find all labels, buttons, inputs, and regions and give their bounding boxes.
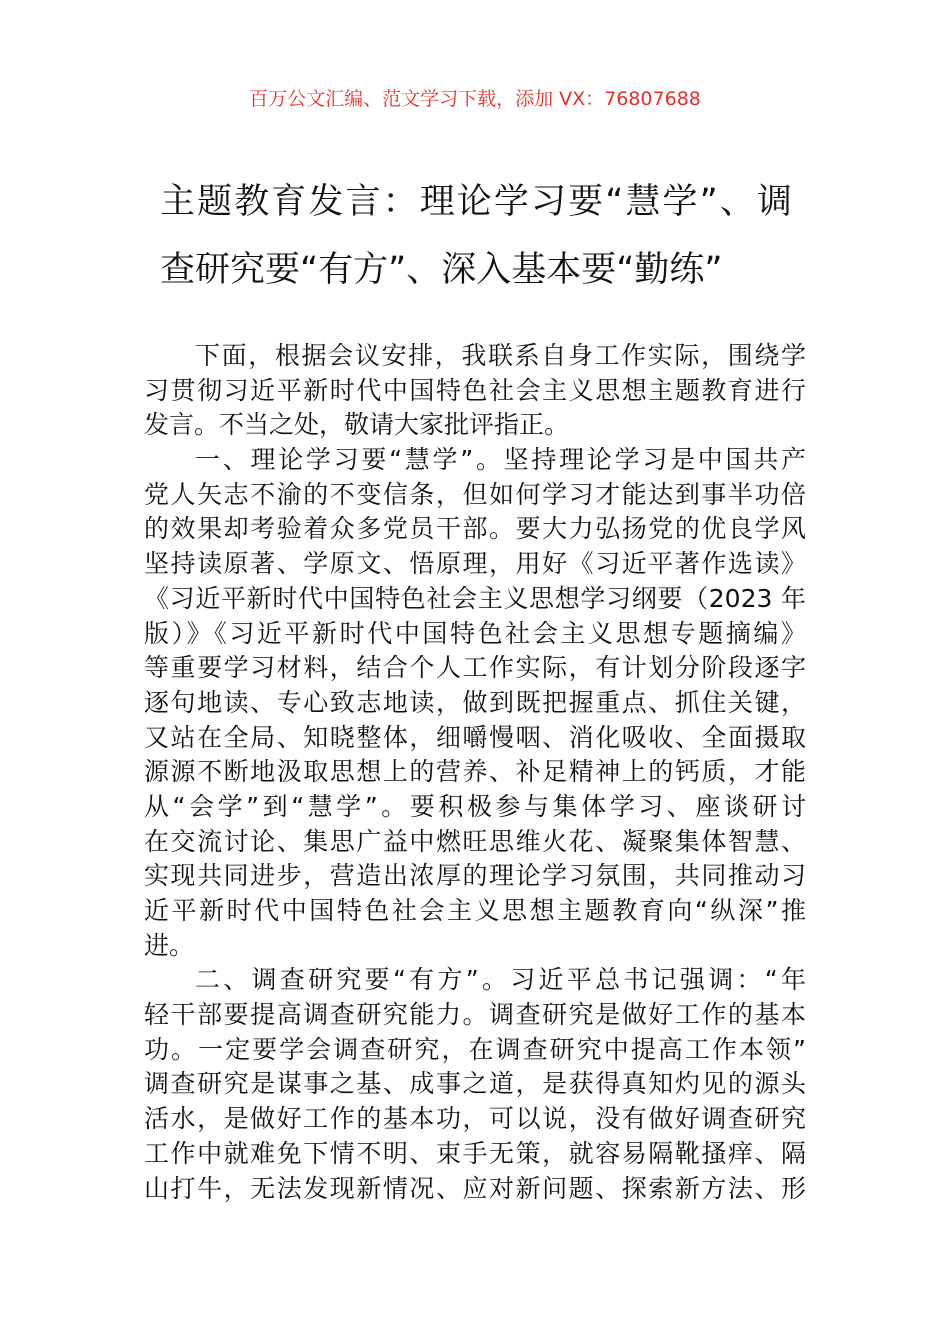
body-text-line: 坚持读原著、学原文、悟原理，用好《习近平著作选读》 — [144, 549, 806, 579]
body-text-line: 源源不断地汲取思想上的营养、补足精神上的钙质，才能 — [144, 757, 806, 787]
body-text-line: 的效果却考验着众多党员干部。要大力弘扬党的优良学风 — [144, 514, 806, 544]
body-text-line: 版）》《习近平新时代中国特色社会主义思想专题摘编》 — [144, 618, 806, 648]
body-text-line: 党人矢志不渝的不变信条，但如何学习才能达到事半功倍 — [144, 479, 806, 509]
body-text-line: 二、调查研究要“有方”。习近平总书记强调：“年 — [195, 965, 806, 995]
document-title-line-1: 主题教育发言：理论学习要“慧学”、调 — [160, 182, 792, 222]
body-text-line: 在交流讨论、集思广益中燃旺思维火花、凝聚集体智慧、 — [144, 826, 806, 856]
body-text-line: 等重要学习材料，结合个人工作实际，有计划分阶段逐字 — [144, 653, 806, 683]
body-text-line: 一、理论学习要“慧学”。坚持理论学习是中国共产 — [195, 445, 806, 475]
body-text-line: 逐句地读、专心致志地读，做到既把握重点、抓住关键， — [144, 687, 806, 717]
document-body — [144, 339, 806, 1206]
body-text-line: 工作中就难免下情不明、束手无策，就容易隔靴搔痒、隔 — [144, 1138, 806, 1168]
body-text-line: 山打牛，无法发现新情况、应对新问题、探索新方法、形 — [144, 1173, 806, 1203]
body-text-line: 发言。不当之处，敬请大家批评指正。 — [144, 410, 570, 440]
body-text-line: 实现共同进步，营造出浓厚的理论学习氛围，共同推动习 — [144, 861, 806, 891]
body-text-line: 轻干部要提高调查研究能力。调查研究是做好工作的基本 — [144, 1000, 806, 1030]
document-title-line-2: 查研究要“有方”、深入基本要“勤练” — [160, 250, 723, 290]
body-text-line: 习贯彻习近平新时代中国特色社会主义思想主题教育进行 — [144, 375, 806, 405]
body-text-line: 下面，根据会议安排，我联系自身工作实际，围绕学 — [195, 341, 806, 370]
body-text-line: 又站在全局、知晓整体，细嚼慢咽、消化吸收、全面摄取 — [144, 722, 806, 752]
body-text-line: 调查研究是谋事之基、成事之道，是获得真知灼见的源头 — [144, 1069, 806, 1099]
body-text-line: 功。一定要学会调查研究，在调查研究中提高工作本领” — [144, 1034, 806, 1064]
body-text-line: 近平新时代中国特色社会主义思想主题教育向“纵深”推 — [144, 896, 806, 925]
body-text-line: 《习近平新时代中国特色社会主义思想学习纲要（2023 年 — [144, 583, 806, 613]
body-text-line: 进。 — [144, 930, 195, 960]
watermark-header: 百万公文汇编、范文学习下载，添加 VX：76807688 — [249, 88, 701, 110]
body-text-line: 从“会学”到“慧学”。要积极参与集体学习、座谈研讨 — [144, 791, 806, 821]
body-text-line: 活水，是做好工作的基本功，可以说，没有做好调查研究 — [144, 1104, 806, 1134]
